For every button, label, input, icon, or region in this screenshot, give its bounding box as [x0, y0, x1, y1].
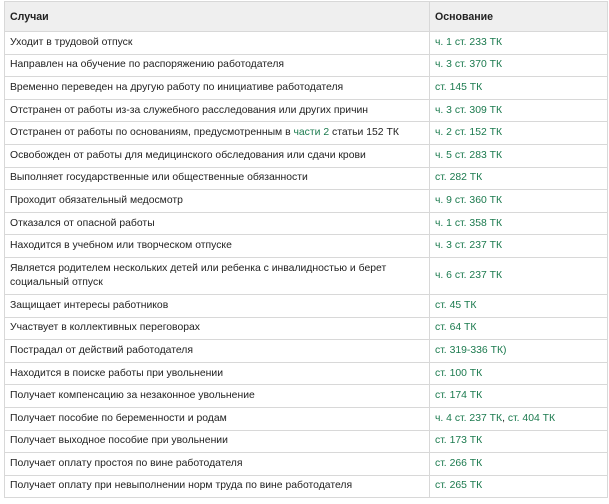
- table-row: [5, 475, 608, 498]
- case-cell: [5, 212, 430, 235]
- table-row: [5, 257, 608, 294]
- basis-cell: [430, 77, 608, 100]
- basis-cell: [430, 317, 608, 340]
- cell-text: Пострадал от действий работодателя: [10, 344, 193, 356]
- case-cell: [5, 122, 430, 145]
- cell-text: Находится в учебном или творческом отпуске: [10, 240, 232, 252]
- cell-text: статьи 152 ТК: [329, 127, 399, 139]
- table-row: [5, 235, 608, 258]
- cell-text: Проходит обязательный медосмотр: [10, 194, 183, 206]
- basis-cell: [430, 475, 608, 498]
- case-cell: [5, 385, 430, 408]
- article-link[interactable]: ст. 282 ТК: [435, 172, 483, 184]
- case-cell: [5, 453, 430, 476]
- table-row: [5, 77, 608, 100]
- cell-text: ,: [502, 412, 508, 424]
- article-link[interactable]: ст. 145 ТК: [435, 81, 483, 93]
- cell-text: Отстранен от работы по основаниям, предусмотренным в: [10, 127, 294, 139]
- case-cell: [5, 32, 430, 55]
- table-row: [5, 99, 608, 122]
- table-row: [5, 430, 608, 453]
- article-link[interactable]: ч. 3 ст. 370 ТК: [435, 59, 503, 71]
- cell-text: Получает выходное пособие при увольнении: [10, 435, 228, 447]
- basis-cell: [430, 362, 608, 385]
- header-cases: Случаи: [5, 2, 430, 32]
- table-row: [5, 190, 608, 213]
- article-link[interactable]: ч. 4 ст. 237 ТК: [435, 412, 503, 424]
- table-header-row: [5, 2, 608, 32]
- case-cell: [5, 430, 430, 453]
- table-row: [5, 122, 608, 145]
- basis-cell: [430, 54, 608, 77]
- article-link[interactable]: ч. 2 ст. 152 ТК: [435, 127, 503, 139]
- case-cell: [5, 99, 430, 122]
- article-link[interactable]: ч. 9 ст. 360 ТК: [435, 194, 503, 206]
- cell-text: Получает пособие по беременности и родам: [10, 412, 227, 424]
- table-row: [5, 317, 608, 340]
- article-link[interactable]: ст. 100 ТК: [435, 367, 483, 379]
- article-link[interactable]: ст. 45 ТК: [435, 299, 477, 311]
- basis-cell: [430, 453, 608, 476]
- cell-text: Является родителем нескольких детей или ребенка с инвалидностью и берет социальный отпуск: [10, 262, 387, 288]
- article-link[interactable]: ч. 3 ст. 309 ТК: [435, 104, 503, 116]
- article-link[interactable]: ст. 319-336 ТК): [435, 344, 507, 356]
- case-cell: [5, 317, 430, 340]
- table-row: [5, 362, 608, 385]
- basis-cell: [430, 340, 608, 363]
- cell-text: Отказался от опасной работы: [10, 217, 155, 229]
- article-link[interactable]: ч. 5 ст. 283 ТК: [435, 149, 503, 161]
- case-cell: [5, 340, 430, 363]
- case-cell: [5, 77, 430, 100]
- article-link[interactable]: ст. 404 ТК: [507, 412, 556, 424]
- table-row: [5, 167, 608, 190]
- table-row: [5, 385, 608, 408]
- cell-text: Временно переведен на другую работу по инициативе работодателя: [10, 81, 344, 93]
- basis-cell: [430, 407, 608, 430]
- table-row: [5, 340, 608, 363]
- basis-cell: [430, 144, 608, 167]
- case-cell: [5, 190, 430, 213]
- case-cell: [5, 235, 430, 258]
- table-row: [5, 32, 608, 55]
- table-row: [5, 54, 608, 77]
- case-cell: [5, 362, 430, 385]
- article-link[interactable]: ч. 3 ст. 237 ТК: [435, 240, 503, 252]
- case-cell: [5, 294, 430, 317]
- case-cell: [5, 54, 430, 77]
- table-row: [5, 144, 608, 167]
- case-cell: [5, 144, 430, 167]
- article-link[interactable]: ч. 1 ст. 358 ТК: [435, 217, 503, 229]
- basis-cell: [430, 257, 608, 294]
- article-link[interactable]: ст. 64 ТК: [435, 322, 477, 334]
- cell-text: Направлен на обучение по распоряжению работодателя: [10, 59, 285, 71]
- basis-cell: [430, 190, 608, 213]
- article-link[interactable]: ч. 1 ст. 233 ТК: [435, 36, 503, 48]
- cell-text: Уходит в трудовой отпуск: [10, 36, 133, 48]
- cell-text: Получает оплату простоя по вине работодателя: [10, 457, 243, 469]
- article-link[interactable]: ст. 265 ТК: [435, 480, 483, 492]
- cell-text: Освобожден от работы для медицинского обследования или сдачи крови: [10, 149, 366, 161]
- table-row: [5, 407, 608, 430]
- basis-cell: [430, 294, 608, 317]
- cell-text: Участвует в коллективных переговорах: [10, 322, 200, 334]
- table-body: [5, 32, 608, 498]
- basis-cell: [430, 212, 608, 235]
- cell-text: Отстранен от работы из-за служебного расследования или других причин: [10, 104, 369, 116]
- basis-cell: [430, 430, 608, 453]
- case-cell: [5, 475, 430, 498]
- header-basis: Основание: [430, 2, 608, 32]
- cell-text: Выполняет государственные или общественные обязанности: [10, 172, 308, 184]
- article-link[interactable]: ч. 6 ст. 237 ТК: [435, 269, 503, 281]
- cases-table: [4, 1, 608, 498]
- article-link[interactable]: ст. 174 ТК: [435, 390, 483, 402]
- basis-cell: [430, 385, 608, 408]
- article-link[interactable]: ст. 173 ТК: [435, 435, 483, 447]
- table-row: [5, 453, 608, 476]
- cell-text: Получает компенсацию за незаконное увольнение: [10, 390, 255, 402]
- cell-text: Находится в поиске работы при увольнении: [10, 367, 224, 379]
- cell-text: Защищает интересы работников: [10, 299, 169, 311]
- basis-cell: [430, 32, 608, 55]
- table-row: [5, 212, 608, 235]
- basis-cell: [430, 235, 608, 258]
- cell-text: Получает оплату при невыполнении норм труда по вине работодателя: [10, 480, 353, 492]
- table-row: [5, 294, 608, 317]
- case-cell: [5, 407, 430, 430]
- basis-cell: [430, 122, 608, 145]
- article-link[interactable]: части 2: [293, 127, 330, 139]
- case-cell: [5, 257, 430, 294]
- case-cell: [5, 167, 430, 190]
- article-link[interactable]: ст. 266 ТК: [435, 457, 483, 469]
- basis-cell: [430, 167, 608, 190]
- basis-cell: [430, 99, 608, 122]
